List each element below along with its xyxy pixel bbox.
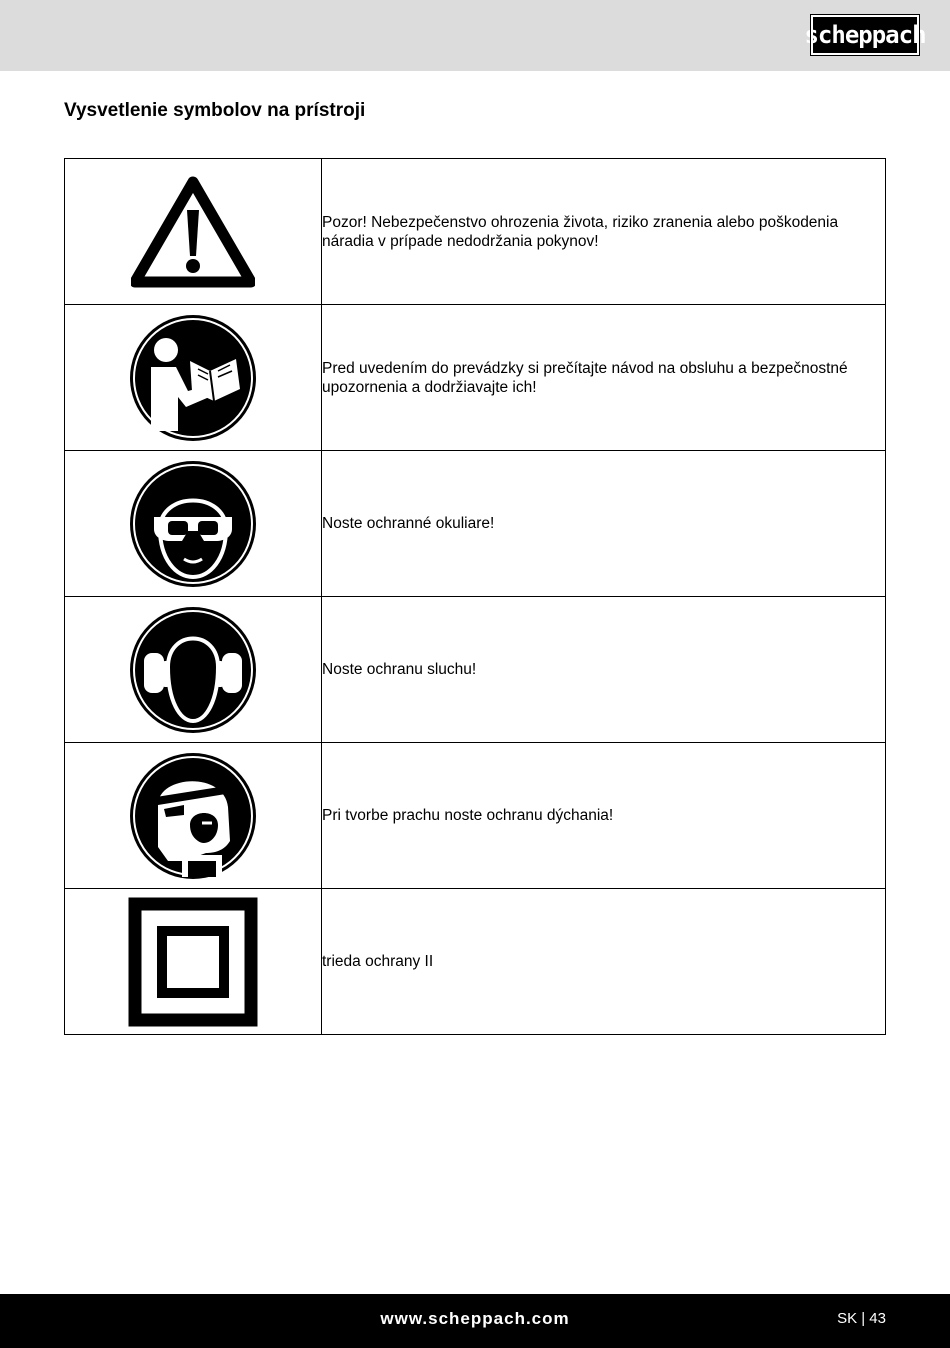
symbols-table [64,158,886,1035]
table-row [65,743,886,889]
table-row [65,159,886,305]
page-title: Vysvetlenie symbolov na prístroji [64,100,366,121]
page-number: SK | 43 [837,1310,886,1327]
icon-cell [65,159,322,305]
safety-goggles-icon [128,459,258,589]
protection-class-ii-icon [128,897,258,1027]
read-manual-icon [128,313,258,443]
symbol-description: Noste ochranné okuliare! [322,451,886,597]
table-row [65,597,886,743]
icon-cell [65,305,322,451]
footer-website-link[interactable]: www.scheppach.com [380,1309,570,1328]
symbol-description: Noste ochranu sluchu! [322,597,886,743]
table-row [65,451,886,597]
icon-cell [65,597,322,743]
warning-triangle-icon [131,176,255,288]
icon-cell [65,451,322,597]
brand-logo: scheppach [811,15,919,55]
symbol-description: trieda ochrany II [322,889,886,1035]
footer-band [0,1294,950,1348]
table-row [65,889,886,1035]
symbol-description: Pred uvedením do prevádzky si prečítajte návod na obsluhu a bezpečnostné upozornenia a dodržiavajte ich! [322,305,886,451]
symbol-description: Pozor! Nebezpečenstvo ohrozenia života, riziko zranenia alebo poškodenia náradia v prípade nedodržania pokynov! [322,159,886,305]
table-row [65,305,886,451]
respiratory-protection-icon [128,751,258,881]
symbol-description: Pri tvorbe prachu noste ochranu dýchania! [322,743,886,889]
icon-cell [65,743,322,889]
ear-protection-icon [128,605,258,735]
icon-cell [65,889,322,1035]
